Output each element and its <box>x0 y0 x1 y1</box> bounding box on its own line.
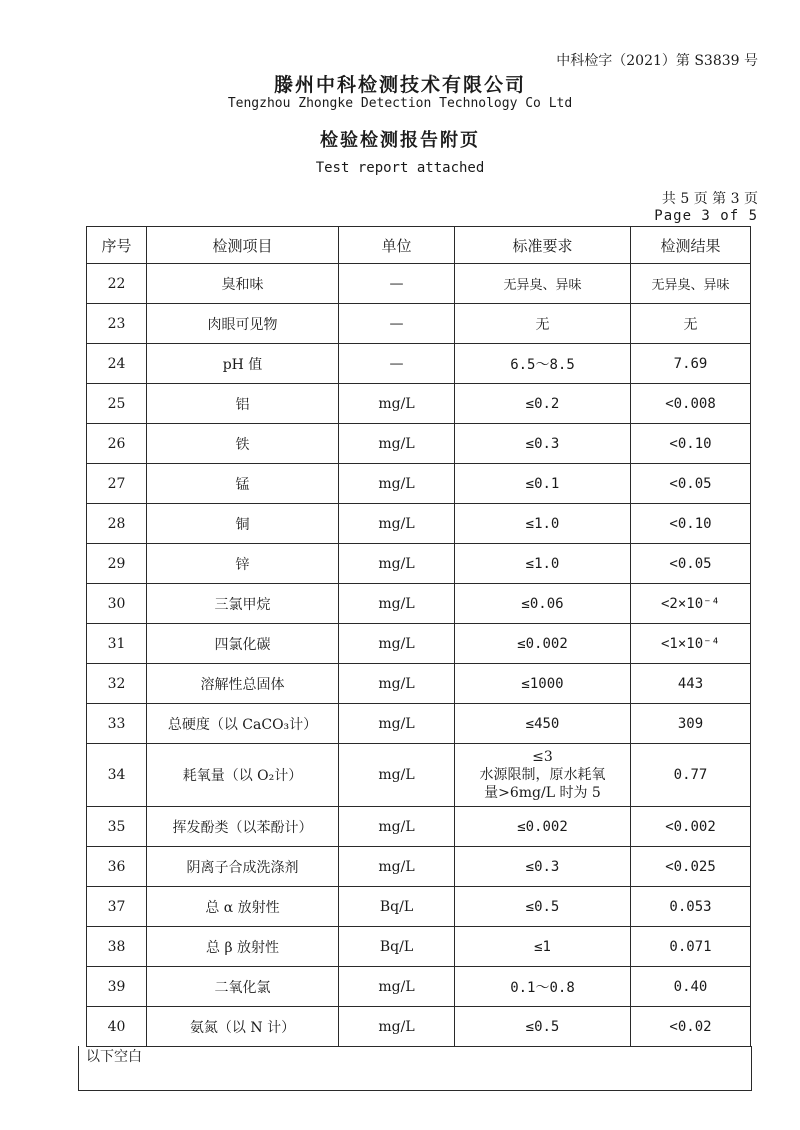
row-no: 34 <box>87 744 147 807</box>
row-item: 锰 <box>147 464 339 504</box>
row-result: 7.69 <box>631 344 751 384</box>
header-unit: 单位 <box>339 227 455 264</box>
row-item: 肉眼可见物 <box>147 304 339 344</box>
row-item: 铁 <box>147 424 339 464</box>
row-unit: mg/L <box>339 584 455 624</box>
row-result: <0.05 <box>631 544 751 584</box>
row-unit: mg/L <box>339 967 455 1007</box>
row-no: 39 <box>87 967 147 1007</box>
report-title-en: Test report attached <box>315 160 485 176</box>
row-item: 溶解性总固体 <box>147 664 339 704</box>
row-no: 25 <box>87 384 147 424</box>
table-row <box>87 887 751 927</box>
row-result: 0.053 <box>631 887 751 927</box>
row-result: <0.10 <box>631 504 751 544</box>
table-row <box>87 264 751 304</box>
row-standard: 无异臭、异味 <box>455 264 631 304</box>
header-no: 序号 <box>87 227 147 264</box>
row-no: 30 <box>87 584 147 624</box>
row-no: 22 <box>87 264 147 304</box>
table-row <box>87 1007 751 1047</box>
table-row <box>87 664 751 704</box>
row-item: 总 α 放射性 <box>147 887 339 927</box>
row-standard: ≤0.3 <box>455 847 631 887</box>
row-item: 二氧化氯 <box>147 967 339 1007</box>
report-number: 中科检字（2021）第 S3839 号 <box>556 53 758 69</box>
row-no: 38 <box>87 927 147 967</box>
table-row <box>87 584 751 624</box>
row-unit: mg/L <box>339 424 455 464</box>
table-row <box>87 744 751 807</box>
row-no: 40 <box>87 1007 147 1047</box>
row-no: 35 <box>87 807 147 847</box>
row-no: 37 <box>87 887 147 927</box>
row-item: 铜 <box>147 504 339 544</box>
row-no: 29 <box>87 544 147 584</box>
row-no: 36 <box>87 847 147 887</box>
header-standard: 标准要求 <box>455 227 631 264</box>
row-standard: ≤0.002 <box>455 807 631 847</box>
table-row <box>87 464 751 504</box>
header-result: 检测结果 <box>631 227 751 264</box>
table-row <box>87 967 751 1007</box>
table-row <box>87 424 751 464</box>
row-no: 26 <box>87 424 147 464</box>
footer-box <box>78 1046 752 1091</box>
row-item: 总硬度（以 CaCO₃计） <box>147 704 339 744</box>
row-standard: ≤0.002 <box>455 624 631 664</box>
row-no: 31 <box>87 624 147 664</box>
table-row <box>87 504 751 544</box>
row-result: <0.05 <box>631 464 751 504</box>
table-row <box>87 624 751 664</box>
standard-line-3: 量>6mg/L 时为 5 <box>484 785 601 801</box>
row-result: 0.77 <box>631 744 751 807</box>
row-item: 臭和味 <box>147 264 339 304</box>
row-standard: 6.5～8.5 <box>455 344 631 384</box>
results-table <box>86 226 751 1047</box>
row-unit: mg/L <box>339 847 455 887</box>
row-item: 铝 <box>147 384 339 424</box>
row-item: 氨氮（以 N 计） <box>147 1007 339 1047</box>
table-row <box>87 704 751 744</box>
row-item: 挥发酚类（以苯酚计） <box>147 807 339 847</box>
row-unit: mg/L <box>339 744 455 807</box>
row-standard <box>455 744 631 807</box>
row-result: 0.071 <box>631 927 751 967</box>
row-result: <0.10 <box>631 424 751 464</box>
table-row <box>87 304 751 344</box>
row-standard: ≤0.06 <box>455 584 631 624</box>
row-unit: mg/L <box>339 1007 455 1047</box>
row-standard: ≤1 <box>455 927 631 967</box>
row-item: 锌 <box>147 544 339 584</box>
table-row <box>87 344 751 384</box>
company-name-en: Tengzhou Zhongke Detection Technology Co Ltd <box>227 96 573 111</box>
row-result: <1×10⁻⁴ <box>631 624 751 664</box>
row-standard: ≤1.0 <box>455 504 631 544</box>
row-standard: ≤1000 <box>455 664 631 704</box>
row-no: 27 <box>87 464 147 504</box>
row-no: 32 <box>87 664 147 704</box>
row-unit: — <box>339 264 455 304</box>
row-result: <0.025 <box>631 847 751 887</box>
table-header-row <box>87 227 751 264</box>
table-row <box>87 807 751 847</box>
company-name-cn: 滕州中科检测技术有限公司 <box>273 74 526 96</box>
row-item: 耗氧量（以 O₂计） <box>147 744 339 807</box>
row-result: 0.40 <box>631 967 751 1007</box>
row-no: 28 <box>87 504 147 544</box>
table-row <box>87 847 751 887</box>
row-standard: ≤0.2 <box>455 384 631 424</box>
row-unit: Bq/L <box>339 887 455 927</box>
row-item: 阴离子合成洗涤剂 <box>147 847 339 887</box>
standard-line-2: 水源限制，原水耗氧 <box>479 767 606 783</box>
footer-note: 以下空白 <box>86 1049 142 1065</box>
row-unit: mg/L <box>339 624 455 664</box>
row-item: 三氯甲烷 <box>147 584 339 624</box>
row-unit: mg/L <box>339 544 455 584</box>
row-unit: mg/L <box>339 807 455 847</box>
row-standard: ≤0.1 <box>455 464 631 504</box>
row-unit: — <box>339 344 455 384</box>
page-indicator-en: Page 3 of 5 <box>654 208 758 224</box>
row-item: pH 值 <box>147 344 339 384</box>
row-unit: mg/L <box>339 504 455 544</box>
row-result: 309 <box>631 704 751 744</box>
row-unit: mg/L <box>339 664 455 704</box>
row-item: 总 β 放射性 <box>147 927 339 967</box>
row-unit: — <box>339 304 455 344</box>
row-unit: mg/L <box>339 704 455 744</box>
row-unit: Bq/L <box>339 927 455 967</box>
row-result: 443 <box>631 664 751 704</box>
table-row <box>87 544 751 584</box>
row-result: 无异臭、异味 <box>631 264 751 304</box>
row-standard: ≤0.5 <box>455 887 631 927</box>
row-unit: mg/L <box>339 464 455 504</box>
row-unit: mg/L <box>339 384 455 424</box>
row-standard: ≤0.3 <box>455 424 631 464</box>
page-indicator-cn: 共 5 页 第 3 页 <box>661 191 758 207</box>
row-item: 四氯化碳 <box>147 624 339 664</box>
row-result: <0.008 <box>631 384 751 424</box>
row-result: 无 <box>631 304 751 344</box>
row-no: 33 <box>87 704 147 744</box>
row-result: <0.002 <box>631 807 751 847</box>
report-title-cn: 检验检测报告附页 <box>320 130 480 151</box>
row-standard: 0.1～0.8 <box>455 967 631 1007</box>
standard-line-1: ≤3 <box>532 749 553 765</box>
row-result: <2×10⁻⁴ <box>631 584 751 624</box>
row-standard: ≤0.5 <box>455 1007 631 1047</box>
row-result: <0.02 <box>631 1007 751 1047</box>
table-row <box>87 927 751 967</box>
table-row <box>87 384 751 424</box>
row-no: 24 <box>87 344 147 384</box>
row-standard: ≤1.0 <box>455 544 631 584</box>
row-standard: 无 <box>455 304 631 344</box>
row-no: 23 <box>87 304 147 344</box>
row-standard: ≤450 <box>455 704 631 744</box>
header-item: 检测项目 <box>147 227 339 264</box>
